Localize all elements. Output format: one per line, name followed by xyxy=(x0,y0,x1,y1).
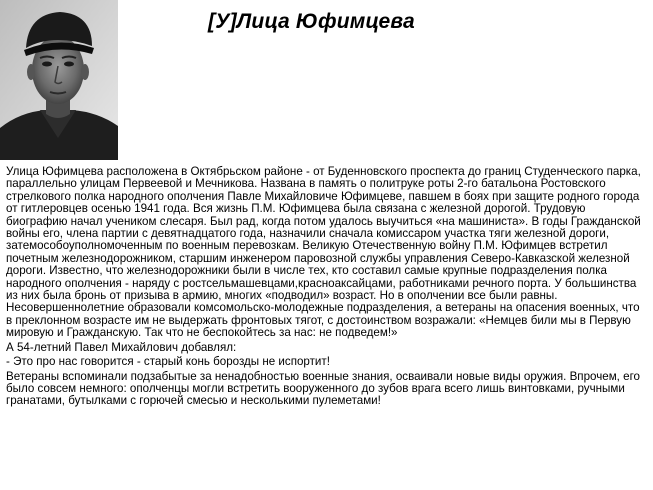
paragraph-veterans: Ветераны вспоминали подзабытые за ненадобностью военные знания, осваивали новые виды оружия. Впрочем, его было совсем немного: ополченцы могли встретить вооруженного до зубов врага всего лишь винтовками, ручными гранатами, бутылками с горючей смесью и несколькими пулеметами! xyxy=(6,369,640,408)
page-title: [У]Лица Юфимцева xyxy=(208,10,415,33)
paragraph-quote: - Это про нас говорится - старый конь борозды не испортит! xyxy=(6,355,330,369)
portrait-photo-image xyxy=(0,0,118,160)
portrait-photo xyxy=(0,0,118,160)
paragraph-intro: Улица Юфимцева расположена в Октябрьском районе - от Буденновского проспекта до границ Студенческого парка, параллельно улицам Первеевой и Мечникова. Названа в память о политруке роты 2-го батальона Ростовского стрелкового полка народного ополчения Павле Михайловиче Юфимцеве, павшем в боях при защите родного города от гитлеровцев осенью 1941 года. Вся жизнь П.М. Юфимцева была связана с железной дорогой. Трудовую биографию начал учеником слесаря. Был рад, когда потом удалось выучиться «на машиниста». В годы Гражданской войны его, члена партии с девятнадцатого года, назначили сначала комиссаром участка тяги железной дороги, затемособоуполномоченным по военным перевозкам. Великую Отечественную войну П.М. Юфимцев встретил почетным железнодорожником, старшим инженером паровозной службы управления Северо-Кавказской железной дороги. Известно, что железнодорожники были в числе тех, кто составил самые крупные подразделения полка народного ополчения - наряду с ростсельмашевцами,красноаксайцами, работниками речного порта. У большинства из них была бронь от призыва в армию, многих «подводил» возраст. Но в ополчении все были равны. Несовершеннолетние образовали комсомольско-молодежные подразделения, а ветераны на опасения военных, что в преклонном возрасте им не выдержать фронтовых тягот, с достоинством возражали: «Немцев били мы в Первую мировую и Гражданскую. Так что не беспокойтесь за нас: не подведем!» xyxy=(6,165,641,340)
article-text xyxy=(6,166,646,408)
paragraph-quote-intro: А 54-летний Павел Михайлович добавлял: xyxy=(6,340,237,354)
